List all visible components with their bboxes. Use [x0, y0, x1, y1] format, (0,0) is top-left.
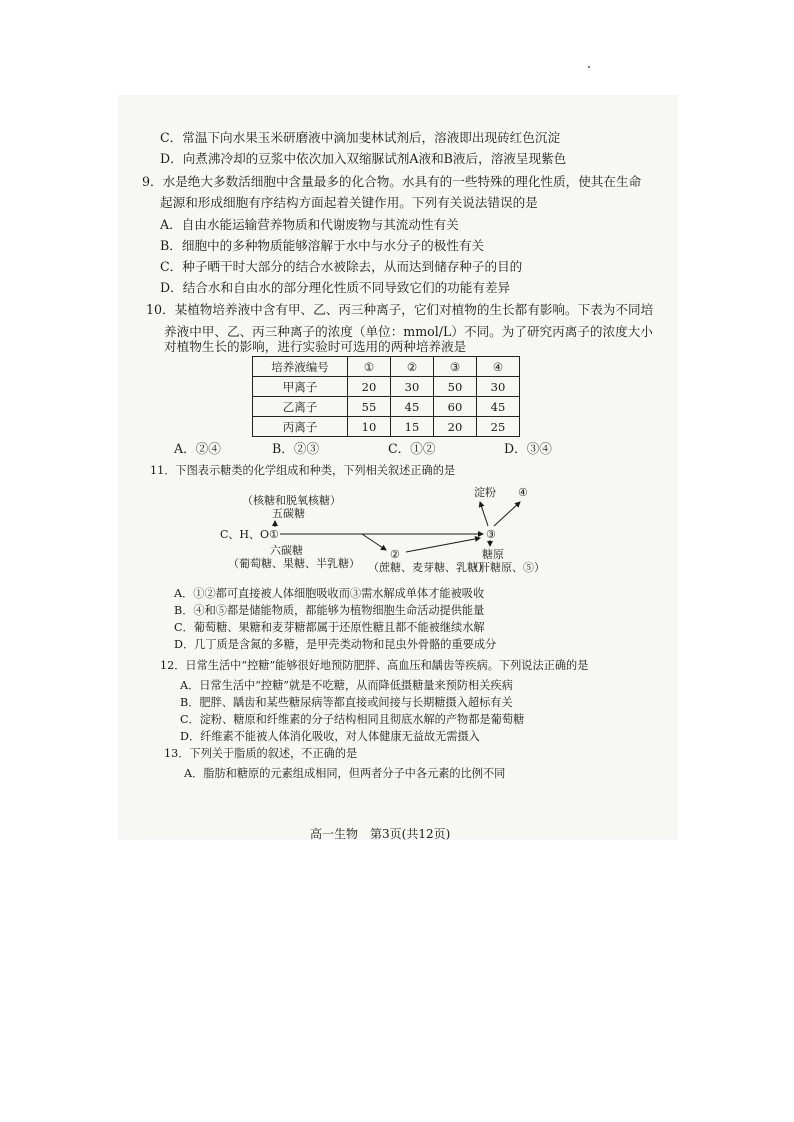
table-row: [253, 397, 520, 417]
q10-option-b: B．②③: [272, 441, 320, 456]
table-cell: 45: [477, 397, 520, 417]
q12-option-a: A．日常生活中“控糖”就是不吃糖，从而降低摄糖量来预防相关疾病: [180, 679, 513, 692]
q9-option-c: C．种子晒干时大部分的结合水被除去，从而达到储存种子的目的: [160, 259, 523, 274]
q12-option-d: D．纤维素不能被人体消化吸收，对人体健康无益故无需摄入: [180, 730, 480, 743]
table-cell: 15: [391, 417, 434, 437]
table-cell: ④: [477, 357, 520, 377]
table-cell: 丙离子: [253, 417, 348, 437]
q11-option-d: D．几丁质是含氮的多糖，是甲壳类动物和昆虫外骨骼的重要成分: [174, 638, 497, 651]
q8-option-c: C．常温下向水果玉米研磨液中滴加斐林试剂后，溶液即出现砖红色沉淀: [160, 130, 561, 145]
table-cell: ①: [348, 357, 391, 377]
diagram-elements-label: C、H、O: [220, 528, 270, 541]
q10-option-d: D．③④: [504, 441, 552, 456]
q9-option-d: D．结合水和自由水的部分理化性质不同导致它们的功能有差异: [160, 280, 511, 295]
diagram-node-4: ④: [518, 486, 528, 499]
q10-option-a: A．②④: [174, 441, 221, 456]
table-cell: 45: [391, 397, 434, 417]
table-cell: 30: [391, 377, 434, 397]
table-cell: 甲离子: [253, 377, 348, 397]
q9-option-b: B．细胞中的多种物质能够溶解于水中与水分子的极性有关: [160, 238, 485, 253]
q13-stem: 13．下列关于脂质的叙述，不正确的是: [164, 747, 358, 760]
q11-option-a: A．①②都可直接被人体细胞吸收而③需水解成单体才能被吸收: [174, 587, 485, 600]
arrow-node2-to-node3: [406, 538, 480, 552]
q12-option-b: B．肥胖、龋齿和某些糖尿病等都直接或间接与长期糖摄入超标有关: [180, 696, 513, 709]
arrow-to-node4: [494, 502, 520, 526]
q11-option-b: B．④和⑤都是储能物质，都能够为植物细胞生命活动提供能量: [174, 604, 485, 617]
ion-concentration-table: [252, 356, 520, 437]
table-cell: 60: [434, 397, 477, 417]
table-cell: 乙离子: [253, 397, 348, 417]
q13-option-a: A．脂肪和糖原的元素组成相同，但两者分子中各元素的比例不同: [184, 767, 506, 780]
diagram-node-1: ①: [269, 528, 279, 541]
q11-stem: 11．下图表示糖类的化学组成和种类，下列相关叙述正确的是: [150, 464, 456, 477]
diagram-node-2: ②: [390, 548, 400, 561]
table-cell: ③: [434, 357, 477, 377]
table-cell: 10: [348, 417, 391, 437]
diagram-hexose-examples: （葡萄糖、果糖、半乳糖）: [228, 557, 360, 570]
arrow-to-starch: [480, 502, 488, 526]
q9-stem-line2: 起源和形成细胞有序结构方面起着关键作用。下列有关说法错误的是: [160, 195, 538, 210]
table-cell: 20: [434, 417, 477, 437]
q9-option-a: A．自由水能运输营养物质和代谢废物与其流动性有关: [160, 217, 459, 232]
diagram-glycogen-examples: （肝糖原、⑤）: [468, 561, 545, 574]
q10-stem-line3: 对植物生长的影响，进行实验时可选用的两种培养液是: [164, 339, 467, 354]
diagram-node-3: ③: [486, 528, 496, 541]
diagram-glycogen-label: 糖原: [482, 548, 504, 561]
q10-option-c: C．①②: [388, 441, 436, 456]
table-row: [253, 417, 520, 437]
table-cell: 20: [348, 377, 391, 397]
saccharide-classification-diagram: [200, 482, 580, 578]
page-footer: 高一生物 第3页(共12页): [310, 827, 451, 841]
table-cell: 培养液编号: [253, 357, 348, 377]
q12-option-c: C．淀粉、糖原和纤维素的分子结构相同且彻底水解的产物都是葡萄糖: [180, 713, 525, 726]
diagram-pentose-label: 五碳糖: [272, 507, 305, 520]
q9-stem-line1: 9．水是绝大多数活细胞中含量最多的化合物。水具有的一些特殊的理化性质，使其在生命: [142, 174, 642, 189]
diagram-disaccharides-label: （蔗糖、麦芽糖、乳糖）: [368, 561, 489, 574]
arrow-to-node2: [362, 534, 386, 550]
q12-stem: 12．日常生活中“控糖”能够很好地预防肥胖、高血压和龋齿等疾病。下列说法正确的是: [160, 659, 589, 672]
diagram-starch-label: 淀粉: [474, 486, 496, 499]
table-row: [253, 377, 520, 397]
q8-option-d: D．向煮沸冷却的豆浆中依次加入双缩脲试剂A液和B液后，溶液呈现紫色: [160, 151, 567, 166]
table-cell: 30: [477, 377, 520, 397]
diagram-ribose-label: （核糖和脱氧核糖）: [242, 494, 341, 507]
table-cell: 25: [477, 417, 520, 437]
speck: [588, 66, 590, 68]
diagram-hexose-label: 六碳糖: [270, 544, 303, 557]
table-cell: 50: [434, 377, 477, 397]
q10-stem-line2: 养液中甲、乙、丙三种离子的浓度（单位：mmol/L）不同。为了研究丙离子的浓度大小: [164, 324, 653, 339]
table-cell: ②: [391, 357, 434, 377]
q11-option-c: C．葡萄糖、果糖和麦芽糖都属于还原性糖且都不能被继续水解: [174, 621, 485, 634]
q10-stem-line1: 10．某植物培养液中含有甲、乙、丙三种离子，它们对植物的生长都有影响。下表为不同培: [146, 302, 654, 317]
table-cell: 55: [348, 397, 391, 417]
table-header-row: [253, 357, 520, 377]
